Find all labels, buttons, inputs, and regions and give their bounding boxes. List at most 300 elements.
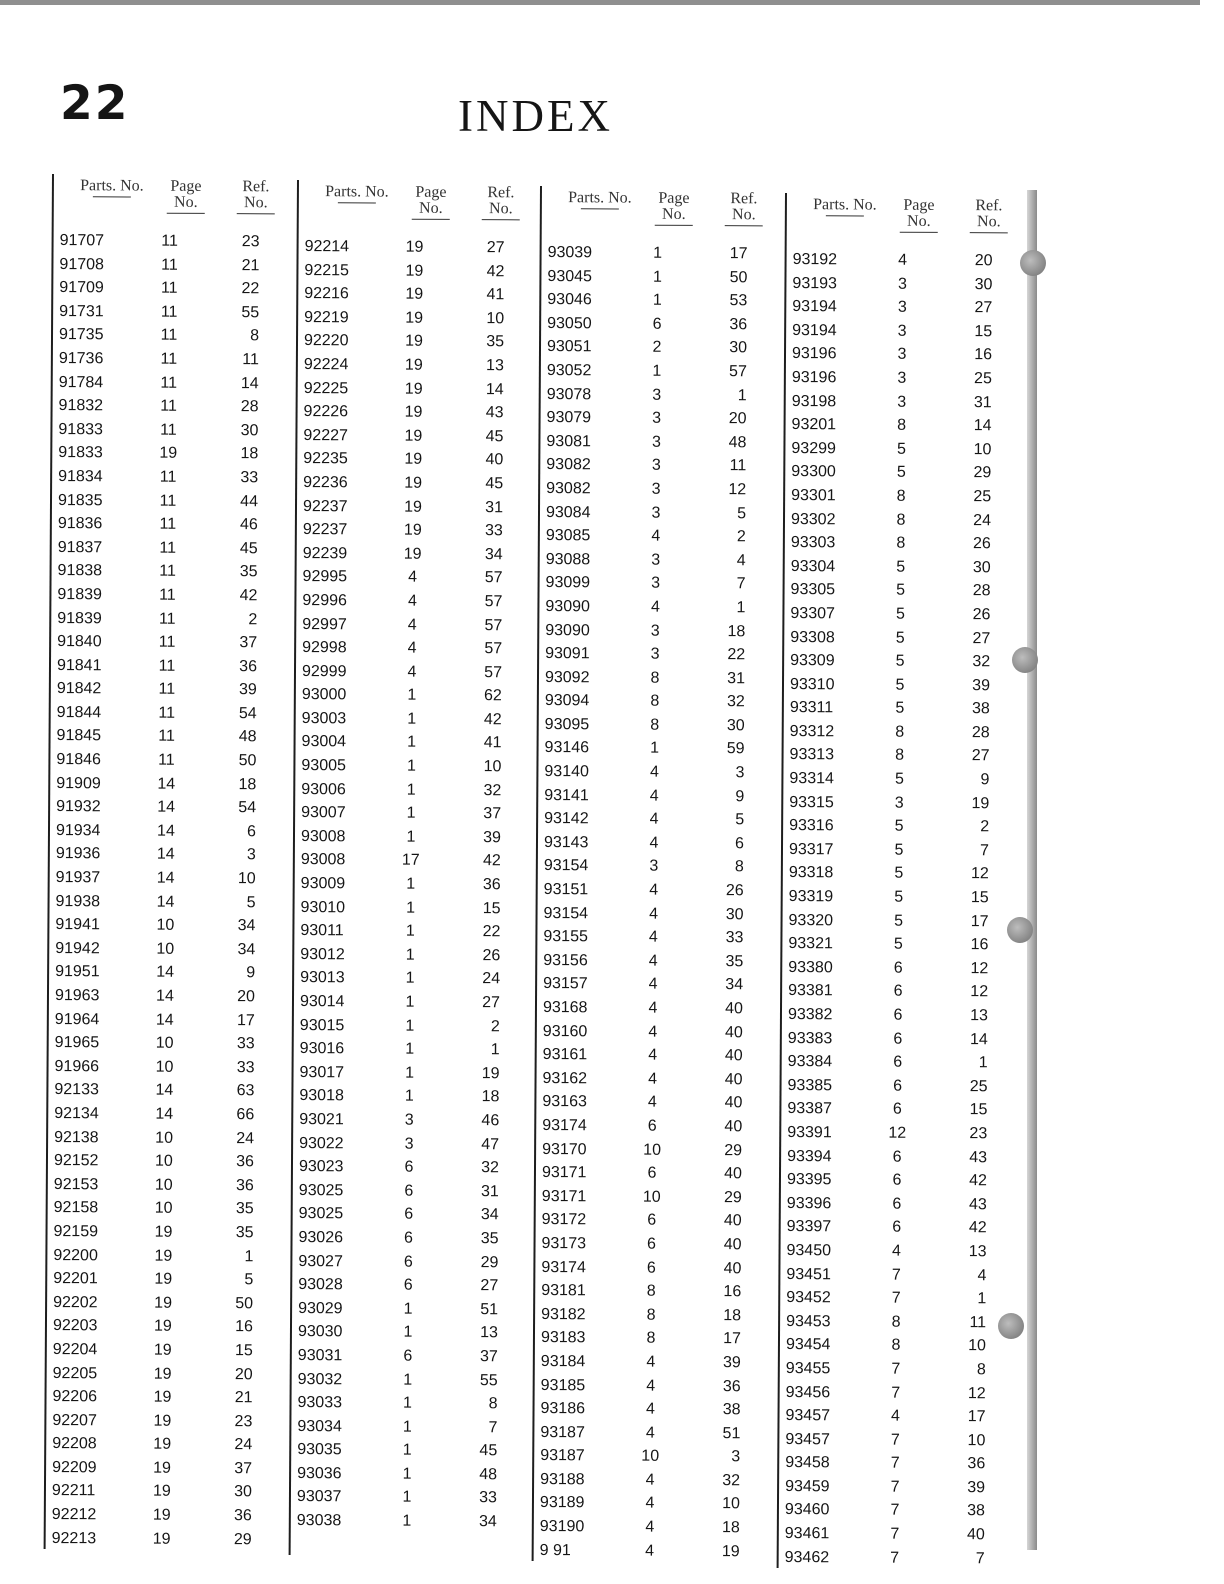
index-entry-row (782, 956, 1016, 981)
page-number-cell: 3 (651, 551, 661, 569)
index-entry-row (46, 1385, 280, 1410)
ref-number: 35 (725, 952, 744, 971)
page-number-cell: 14 (156, 893, 175, 911)
parts-number: 93193 (792, 274, 838, 292)
index-entry-row (784, 649, 1018, 674)
index-rows (779, 248, 1021, 1571)
parts-number: 92995 (302, 568, 348, 586)
ref-number: 16 (235, 1318, 254, 1336)
ref-number: 29 (724, 1141, 743, 1159)
page-number-cell: 7 (890, 1431, 900, 1449)
parts-number: 93395 (786, 1171, 832, 1189)
ref-number: 42 (239, 587, 258, 605)
parts-number: 92213 (51, 1529, 97, 1547)
index-entry-row (53, 371, 287, 396)
parts-number: 91784 (58, 373, 104, 391)
index-entry-row (539, 689, 773, 714)
ref-number: 19 (481, 1064, 500, 1083)
parts-number: 93094 (544, 692, 590, 710)
page-number-cell: 3 (897, 393, 907, 411)
index-entry-row (51, 583, 285, 608)
ref-number: 15 (234, 1342, 253, 1360)
page-number-cell: 19 (152, 1530, 171, 1548)
page-number-cell: 6 (647, 1117, 657, 1135)
page-number-cell: 19 (404, 380, 423, 398)
page-number-cell: 1 (405, 1064, 415, 1082)
index-entry-row (540, 571, 774, 596)
parts-number: 92220 (303, 332, 349, 350)
ref-number: 45 (479, 1442, 498, 1460)
index-entry-row (50, 724, 284, 749)
parts-number: 92996 (302, 591, 347, 610)
parts-number: 93303 (790, 534, 836, 552)
index-entry-row (296, 707, 530, 732)
parts-number: 93026 (298, 1228, 344, 1247)
parts-number: 93174 (541, 1258, 586, 1276)
parts-no-header: Parts. No. (323, 184, 391, 203)
ref-number: 18 (240, 445, 259, 463)
index-entry-row (781, 1097, 1015, 1122)
ref-number: 15 (969, 1101, 988, 1119)
index-entry-row (294, 1014, 528, 1039)
parts-no-header: Parts. No. (78, 178, 146, 197)
ref-number: 24 (234, 1436, 253, 1454)
index-entry-row (787, 248, 1021, 273)
parts-number: 9 91 (539, 1541, 571, 1559)
page-number-cell: 1 (406, 899, 416, 917)
page-number-cell: 6 (892, 1195, 902, 1213)
index-entry-row (779, 1428, 1013, 1453)
page-number-cell: 19 (153, 1459, 172, 1477)
index-entry-row (295, 825, 529, 850)
parts-number: 93091 (545, 645, 590, 663)
page-number-cell: 11 (161, 256, 178, 274)
ref-number: 33 (725, 929, 744, 947)
ref-number: 43 (485, 404, 504, 422)
page-number-cell: 11 (159, 515, 177, 533)
page-number-cell: 7 (890, 1549, 900, 1567)
index-entry-row (48, 1126, 282, 1151)
ref-number: 2 (980, 818, 990, 836)
parts-number: 93381 (788, 982, 833, 1000)
page-number-cell: 11 (159, 586, 176, 604)
index-entry-row (46, 1409, 280, 1434)
index-entry-row (46, 1479, 280, 1504)
parts-number: 93301 (791, 486, 836, 505)
index-entry-row (51, 701, 285, 726)
parts-number: 93082 (546, 479, 591, 498)
page-number-cell: 1 (650, 740, 660, 758)
parts-number: 93190 (539, 1518, 585, 1536)
index-entry-row (294, 966, 528, 991)
ref-number: 32 (481, 1159, 500, 1177)
ref-number: 36 (482, 876, 501, 894)
index-entry-row (298, 306, 532, 331)
parts-number: 93141 (544, 786, 589, 804)
ref-number: 38 (967, 1502, 986, 1520)
ref-number: 7 (980, 842, 990, 860)
parts-number: 93005 (301, 757, 346, 775)
parts-number: 93305 (790, 581, 836, 599)
ref-number: 30 (729, 339, 748, 357)
ref-number: 50 (238, 752, 257, 770)
page-number-cell: 14 (157, 822, 175, 840)
page-number-cell: 8 (896, 534, 906, 552)
ref-number: 29 (480, 1253, 499, 1271)
parts-number: 92997 (302, 615, 347, 633)
page-number-cell: 1 (405, 970, 415, 988)
index-entry-row (296, 660, 530, 685)
index-entry-row (535, 1326, 769, 1351)
index-column-1 (44, 174, 288, 1550)
ref-number: 10 (486, 309, 505, 328)
parts-number: 93201 (791, 416, 837, 434)
page-number-cell: 6 (652, 315, 662, 333)
ref-number: 28 (971, 724, 990, 742)
parts-number: 91964 (54, 1010, 100, 1028)
parts-number: 92208 (52, 1435, 97, 1453)
ref-number: 40 (723, 1259, 742, 1277)
page-number-cell: 3 (897, 275, 907, 293)
ref-number: 55 (479, 1371, 498, 1389)
parts-number: 93385 (787, 1076, 833, 1095)
page-number-cell: 4 (649, 763, 659, 781)
parts-number: 93036 (297, 1464, 342, 1483)
page-number-cell: 6 (893, 983, 903, 1001)
index-entry-row (783, 814, 1017, 839)
ref-number: 25 (969, 1077, 988, 1096)
ref-number: 1 (737, 386, 747, 404)
ref-number: 27 (974, 299, 993, 317)
ref-number: 32 (972, 653, 991, 671)
ref-number: 37 (483, 805, 502, 823)
parts-number: 93309 (790, 652, 835, 670)
index-entry-row (783, 767, 1017, 792)
ref-number: 1 (977, 1290, 987, 1308)
ref-number: 22 (241, 280, 260, 298)
page-number-cell: 3 (651, 457, 661, 475)
page-number-cell: 8 (646, 1306, 656, 1324)
parts-number: 93192 (792, 251, 838, 269)
page-number-cell: 4 (407, 639, 417, 657)
ref-number: 35 (486, 333, 505, 351)
ref-no-header: Ref. No. (475, 185, 527, 220)
page-number-cell: 11 (158, 704, 176, 722)
index-entry-row (534, 1468, 768, 1493)
page-number-cell: 19 (405, 238, 424, 256)
index-entry-row (781, 1192, 1015, 1217)
page-number-cell: 8 (650, 692, 660, 711)
index-entry-row (52, 489, 286, 514)
index-entry-row (292, 1226, 526, 1251)
page-number-cell: 12 (888, 1124, 907, 1142)
index-entry-row (541, 406, 775, 431)
parts-number: 93317 (788, 840, 834, 859)
page-number-cell: 1 (652, 291, 662, 309)
page-number-cell: 19 (403, 521, 422, 539)
page-number-cell: 19 (153, 1435, 172, 1454)
page-number-cell: 14 (155, 1105, 174, 1123)
ref-number: 17 (970, 912, 989, 930)
parts-number: 93316 (789, 817, 834, 835)
page-number-cell: 1 (652, 362, 662, 380)
parts-number: 92215 (304, 261, 350, 279)
ref-number: 31 (973, 393, 992, 411)
index-entry-row (782, 1003, 1016, 1028)
index-entry-row (294, 896, 528, 921)
page-number-cell: 11 (159, 468, 177, 486)
page-number-cell: 19 (404, 498, 422, 516)
index-entry-row (786, 413, 1020, 438)
ref-number: 40 (485, 451, 504, 469)
page-number-cell: 19 (154, 1270, 173, 1288)
ref-number: 22 (727, 646, 746, 664)
parts-number: 92236 (303, 473, 348, 492)
index-entry-row (784, 720, 1018, 745)
page-number-cell: 5 (894, 888, 904, 906)
index-entry-row (295, 848, 529, 873)
index-column-4 (777, 193, 1021, 1569)
parts-number: 93046 (547, 291, 592, 309)
page-number-cell: 19 (154, 1317, 172, 1336)
ref-number: 40 (724, 1118, 743, 1136)
ref-number: 27 (480, 1277, 499, 1295)
page-number-cell: 11 (160, 397, 177, 415)
index-entry-row (537, 972, 771, 997)
parts-number: 91844 (56, 703, 102, 722)
page-number-cell: 8 (646, 1282, 656, 1300)
index-entry-row (783, 861, 1017, 886)
page-number-cell: 10 (156, 940, 175, 958)
page-number-cell: 5 (894, 912, 904, 930)
page-no-header: Page No. (646, 191, 702, 226)
page-number-cell: 11 (161, 232, 178, 250)
parts-number: 93025 (298, 1205, 344, 1223)
page-number-cell: 6 (892, 1219, 902, 1237)
ref-number: 33 (485, 522, 503, 540)
parts-number: 92158 (53, 1199, 99, 1217)
index-entry-row (536, 1185, 770, 1210)
parts-number: 91966 (54, 1057, 100, 1076)
ref-number: 11 (969, 1313, 987, 1331)
index-entry-row (782, 909, 1016, 934)
page-number-cell: 4 (646, 1400, 656, 1418)
index-entry-row (541, 383, 775, 408)
page-number-cell: 19 (404, 474, 423, 492)
parts-number: 92216 (304, 285, 349, 303)
column-header (299, 180, 533, 236)
ref-number: 57 (484, 640, 503, 658)
ref-number: 40 (966, 1526, 985, 1544)
ref-number: 46 (240, 516, 258, 534)
ref-number: 4 (736, 551, 746, 569)
ref-number: 54 (238, 799, 257, 817)
parts-number: 93004 (301, 733, 347, 751)
index-entry-row (534, 1515, 768, 1540)
page-number-cell: 8 (895, 747, 905, 765)
ref-number: 36 (967, 1455, 986, 1473)
page-number-cell: 5 (894, 817, 904, 835)
index-entry-row (293, 1155, 527, 1180)
parts-number: 93084 (545, 503, 591, 521)
index-entry-row (291, 1509, 525, 1534)
ref-number: 14 (969, 1030, 988, 1048)
parts-number: 93182 (541, 1305, 586, 1324)
index-entry-row (785, 484, 1019, 509)
index-entry-row (53, 253, 287, 278)
index-entry-row (536, 1161, 770, 1186)
index-entry-row (539, 713, 773, 738)
page-number-cell: 10 (155, 1034, 174, 1052)
index-entry-row (51, 630, 285, 655)
parts-no-header: Parts. No. (566, 190, 634, 209)
ref-number: 34 (725, 976, 744, 994)
parts-number: 91731 (59, 302, 104, 321)
ref-number: 24 (236, 1129, 255, 1147)
parts-number: 93079 (546, 409, 592, 427)
ref-number: 40 (724, 1047, 743, 1065)
parts-number: 93006 (301, 780, 346, 798)
ref-number: 33 (479, 1489, 498, 1507)
parts-number: 93143 (543, 833, 589, 852)
parts-number: 93156 (543, 951, 588, 970)
page-number-cell: 1 (407, 686, 417, 705)
page-number-cell: 19 (154, 1247, 173, 1265)
parts-number: 93168 (542, 999, 588, 1017)
page-number-cell: 4 (648, 952, 658, 970)
ref-number: 1 (736, 599, 746, 617)
ref-number: 36 (722, 1377, 741, 1395)
ref-number: 36 (236, 1153, 255, 1171)
parts-number: 93302 (790, 510, 836, 528)
index-entry-row (298, 282, 532, 307)
ref-number: 34 (484, 545, 503, 563)
page-number-cell: 19 (403, 545, 422, 563)
index-entry-row (780, 1310, 1014, 1335)
ref-number: 18 (481, 1088, 500, 1106)
parts-number: 91965 (54, 1034, 100, 1052)
ref-number: 59 (726, 740, 745, 758)
index-entry-row (298, 329, 532, 354)
parts-number: 93000 (301, 686, 347, 704)
ref-number: 42 (482, 852, 501, 870)
page-number-cell: 17 (401, 852, 420, 870)
page-number: 22 (60, 76, 130, 131)
index-entry-row (292, 1297, 526, 1322)
page-number-cell: 8 (650, 716, 660, 734)
index-entry-row (781, 1121, 1015, 1146)
ref-number: 1 (978, 1054, 988, 1072)
page-number-cell: 8 (646, 1329, 656, 1348)
ref-number: 23 (234, 1412, 253, 1430)
index-entry-row (47, 1244, 281, 1269)
parts-number: 93181 (541, 1282, 586, 1300)
index-entry-row (779, 1404, 1013, 1429)
index-entry-row (293, 1061, 527, 1086)
ref-number: 14 (973, 417, 992, 435)
parts-number: 93452 (786, 1289, 831, 1307)
parts-number: 92159 (53, 1222, 99, 1241)
parts-number: 92200 (53, 1246, 98, 1264)
page-number-cell: 1 (402, 1441, 412, 1460)
ref-number: 24 (482, 970, 501, 988)
page-number-cell: 4 (645, 1424, 655, 1442)
index-entry-row (47, 1267, 281, 1292)
index-entry-row (52, 441, 286, 466)
ref-number: 46 (481, 1112, 500, 1130)
ref-number: 40 (724, 1165, 743, 1183)
parts-number: 92138 (54, 1128, 99, 1146)
index-entry-row (786, 295, 1020, 320)
parts-number: 93013 (300, 969, 345, 987)
page-number-cell: 19 (405, 285, 424, 303)
index-entry-row (292, 1344, 526, 1369)
index-entry-row (49, 937, 283, 962)
index-entry-row (780, 1263, 1014, 1288)
parts-number: 93021 (299, 1111, 344, 1129)
ref-number: 30 (725, 905, 744, 923)
parts-number: 92202 (53, 1293, 98, 1312)
ref-number: 12 (970, 865, 989, 883)
parts-number: 93461 (784, 1525, 830, 1543)
index-entry-row (295, 778, 529, 803)
parts-number: 93320 (788, 911, 834, 929)
parts-number: 93307 (790, 604, 835, 623)
index-entry-row (537, 1043, 771, 1068)
ref-number: 45 (239, 539, 258, 557)
parts-number: 93157 (543, 975, 588, 993)
index-entry-row (535, 1232, 769, 1257)
page-number-cell: 5 (895, 676, 905, 694)
ref-number: 20 (234, 1365, 253, 1383)
ref-number: 35 (235, 1224, 254, 1242)
ref-number: 21 (241, 256, 260, 274)
parts-number: 93457 (785, 1407, 831, 1425)
index-entry-row (49, 913, 283, 938)
parts-number: 91934 (55, 821, 101, 840)
page-number-cell: 11 (158, 680, 176, 699)
page-number-cell: 19 (154, 1294, 173, 1312)
page-number-cell: 6 (892, 1148, 902, 1166)
ref-number: 36 (239, 657, 258, 675)
index-entry-row (786, 319, 1020, 344)
index-entry-row (542, 241, 776, 266)
page-number-cell: 4 (645, 1518, 655, 1536)
page-number-cell: 7 (891, 1266, 901, 1284)
parts-number: 93310 (789, 675, 835, 693)
ref-number: 40 (724, 1070, 743, 1089)
page-number-cell: 19 (159, 445, 178, 463)
index-entry-row (48, 1055, 282, 1080)
index-entry-row (296, 589, 530, 614)
parts-number: 93160 (542, 1022, 588, 1040)
page-number-cell: 4 (648, 1070, 658, 1088)
ref-number: 45 (485, 475, 504, 493)
parts-number: 93186 (540, 1400, 586, 1418)
page-number-cell: 19 (154, 1223, 173, 1241)
index-entry-row (535, 1279, 769, 1304)
ref-number: 45 (485, 427, 504, 446)
column-header (542, 186, 776, 242)
page-number-cell: 11 (160, 421, 177, 439)
index-entry-row (299, 235, 533, 260)
ref-number: 29 (233, 1530, 252, 1548)
ref-number: 31 (485, 498, 504, 516)
index-entry-row (53, 347, 287, 372)
index-entry-row (47, 1220, 281, 1245)
index-entry-row (781, 1145, 1015, 1170)
page-number-cell: 11 (160, 374, 178, 392)
